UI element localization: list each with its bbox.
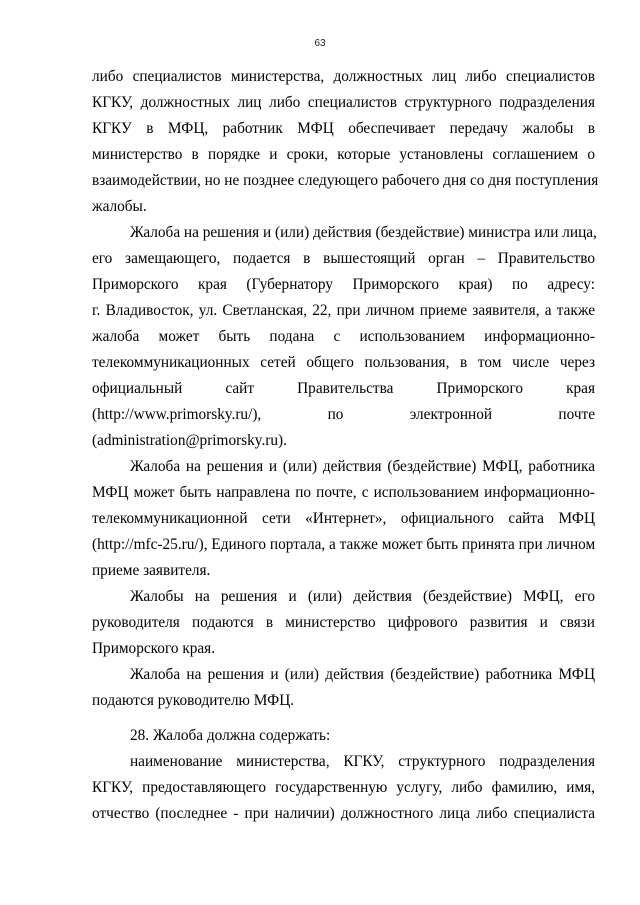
text-line: МФЦ может быть направлена по почте, с использованием информационно- xyxy=(92,484,595,501)
text-line: взаимодействии, но не позднее следующего рабочего дня со дня поступления xyxy=(92,172,599,189)
text-line: КГКУ, предоставляющего государственную услугу, либо фамилию, имя, xyxy=(92,779,595,796)
text-line: 28. Жалоба должна содержать: xyxy=(130,727,331,744)
text-line: Приморского края (Губернатору Приморского края) по адресу: xyxy=(92,276,595,293)
text-line: телекоммуникационной сети «Интернет», официального сайта МФЦ xyxy=(92,510,595,527)
text-line: Жалоба на решения и (или) действия (бездействие) работника МФЦ xyxy=(130,666,595,683)
text-line: приеме заявителя. xyxy=(92,562,211,579)
text-line: Жалобы на решения и (или) действия (бездействие) МФЦ, его xyxy=(130,588,595,605)
text-line: отчество (последнее - при наличии) должностного лица либо специалиста xyxy=(92,805,595,822)
text-line: подаются руководителю МФЦ. xyxy=(92,692,295,709)
text-line: министерство в порядке и сроки, которые установлены соглашением о xyxy=(92,146,595,163)
text-line: (http://mfc-25.ru/), Единого портала, а также может быть принята при личном xyxy=(92,536,596,553)
paragraph-gap xyxy=(92,714,595,723)
text-line: телекоммуникационных сетей общего пользования, в том числе через xyxy=(92,354,595,371)
document-body xyxy=(92,64,599,827)
text-line: КГКУ в МФЦ, работник МФЦ обеспечивает передачу жалобы в xyxy=(92,120,595,137)
paragraph-p4 xyxy=(92,584,595,662)
text-line: руководителя подаются в министерство цифрового развития и связи xyxy=(92,614,595,631)
text-line: жалобы. xyxy=(92,198,147,215)
text-line: жалоба может быть подана с использованием информационно- xyxy=(92,328,595,345)
paragraph-p6 xyxy=(92,723,595,749)
text-line: наименование министерства, КГКУ, структурного подразделения xyxy=(130,753,595,770)
text-line: Жалоба на решения и (или) действия (бездействие) министра или лица, xyxy=(130,224,597,241)
paragraph-p5 xyxy=(92,662,595,714)
text-line: (http://www.primorsky.ru/), по электронной почте xyxy=(92,406,595,423)
paragraph-p2 xyxy=(92,220,595,454)
paragraph-p3 xyxy=(92,454,595,584)
text-line: либо специалистов министерства, должностных лиц либо специалистов xyxy=(92,68,595,85)
text-line: Приморского края. xyxy=(92,640,216,657)
paragraph-p1 xyxy=(92,64,599,220)
text-line: его замещающего, подается в вышестоящий орган – Правительство xyxy=(92,250,595,267)
text-line: (administration@primorsky.ru). xyxy=(92,432,287,449)
paragraph-p7 xyxy=(92,749,595,827)
text-line: официальный сайт Правительства Приморского края xyxy=(92,380,595,397)
text-line: Жалоба на решения и (или) действия (бездействие) МФЦ, работника xyxy=(130,458,595,475)
text-line: КГКУ, должностных лиц либо специалистов структурного подразделения xyxy=(92,94,595,111)
text-line: г. Владивосток, ул. Светланская, 22, при личном приеме заявителя, а также xyxy=(92,302,595,319)
page-number: 63 xyxy=(314,38,326,49)
